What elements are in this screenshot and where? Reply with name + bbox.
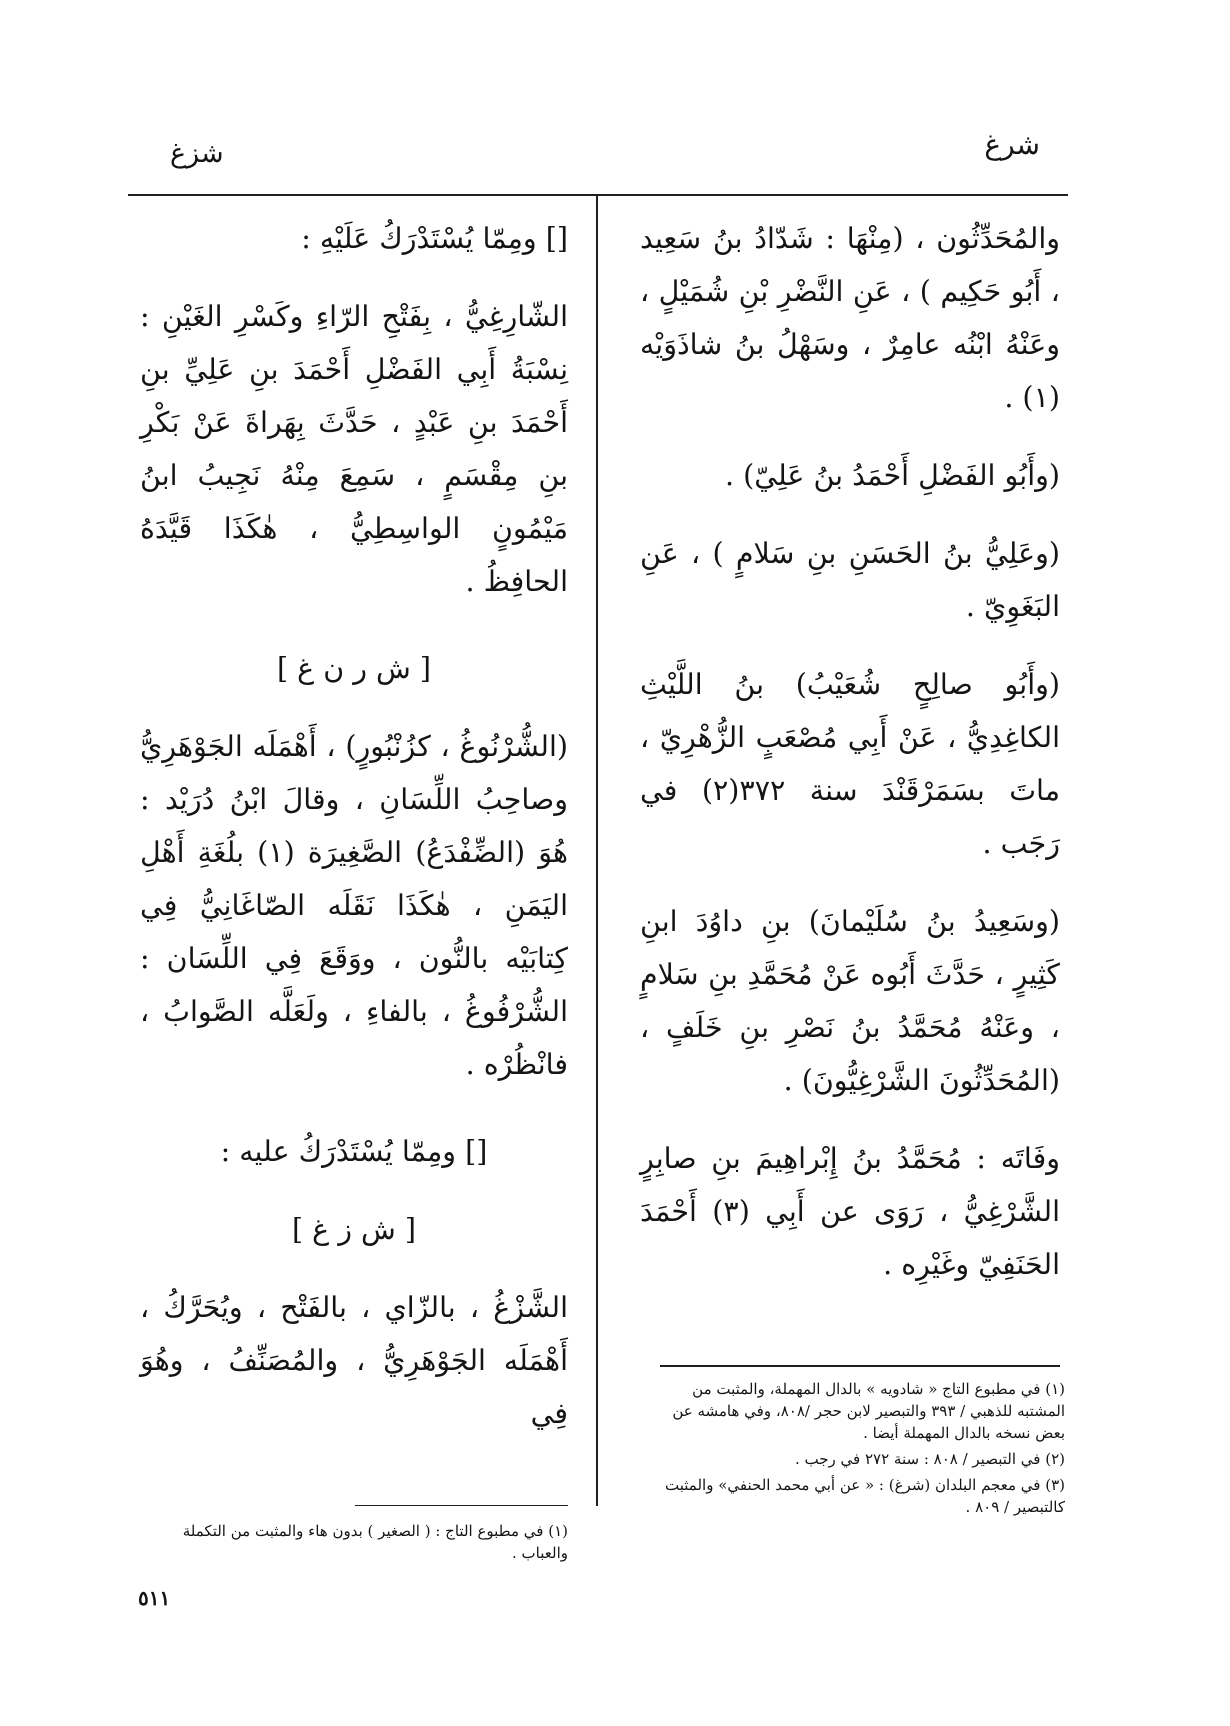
entry-paragraph: (وعَلِيُّ بنُ الحَسَنِ بنِ سَلامٍ ) ، عَنِ البَغَوِيّ . bbox=[640, 537, 1060, 623]
root-heading: [ ش ز غ ] bbox=[291, 1213, 417, 1246]
entry-paragraph: (الشُّرْنُوغُ ، كزُنْبُورٍ) ، أَهْمَلَه الجَوْهَرِيُّ وصاحِبُ اللِّسَانِ ، وقالَ ابْنُ دُرَيْد : هُوَ (الضِّفْدَعُ) الصَّغِيرَة (١) بلُغَةِ أَهْلِ اليَمَنِ ، هٰكَذَا نَقَلَه الصّاغَانِيُّ فِي كِتابَيْه بالنُّون ، ووَقَعَ فِي اللِّسَان : الشُّرْفُوغُ ، بالفاءِ ، ولَعَلَّه الصَّوابُ ، فانْظُرْه . bbox=[140, 730, 568, 1081]
entry-paragraph: الشّارِغِيُّ ، بِفَتْحِ الرّاءِ وكَسْرِ الغَيْنِ : نِسْبَةُ أَبِي الفَضْلِ أَحْمَدَ بنِ عَلِيِّ بنِ أَحْمَدَ بنِ عَبْدٍ ، حَدَّثَ بِهَراةَ عَنْ بَكْرِ بنِ مِقْسَمٍ ، سَمِعَ مِنْهُ نَجِيبُ ابنُ مَيْمُونٍ الواسِطِيُّ ، هٰكَذَا قَيَّدَهُ الحافِظُ . bbox=[140, 300, 568, 598]
right-column bbox=[640, 212, 1060, 1291]
footnote-rule-right bbox=[660, 1365, 1060, 1367]
footnote: (٢) في التبصير / ٨٠٨ : سنة ٢٧٢ في رجب . bbox=[794, 1450, 1065, 1468]
running-head-left: شزغ bbox=[170, 138, 224, 169]
footnote-rule-left bbox=[355, 1505, 568, 1506]
footnote: (٣) في معجم البلدان (شرغ) : « عن أبي محمد الحنفي» والمثبت كالتبصير / ٨٠٩ . bbox=[665, 1476, 1065, 1516]
footnote: (١) في مطبوع التاج « شادويه » بالدال المهملة، والمثبت من المشتبه للذهبي / ٣٩٣ والتبصير لابن حجر /٨٠٨، وفي هامشه عن بعض نسخه بالدال المهملة أيضا . bbox=[672, 1380, 1065, 1442]
entry-paragraph: الشَّزْغُ ، بالزّاي ، بالفَتْح ، ويُحَرَّكُ ، أَهْمَلَه الجَوْهَرِيُّ ، والمُصَنِّفُ ، وهُوَ فِي bbox=[140, 1291, 568, 1430]
column-divider bbox=[596, 196, 598, 1506]
entry-paragraph: وفَاتَه : مُحَمَّدُ بنُ إِبْراهِيمَ بنِ صابِرٍ الشَّرْغِيُّ ، رَوَى عن أَبِي (٣) أَحْمَدَ الحَنَفِيّ وغَيْرِه . bbox=[640, 1142, 1060, 1281]
entry-paragraph: (وأَبُو صالِحٍ شُعَيْبُ) بنُ اللَّيْثِ الكاغِدِيُّ ، عَنْ أَبِي مُصْعَبٍ الزُّهْرِيّ ، ماتَ بسَمَرْقَنْدَ سنة ٣٧٢(٢) في رَجَب . bbox=[640, 668, 1060, 860]
section-heading: [] ومِمّا يُسْتَدْرَكُ عليه : bbox=[220, 1135, 488, 1168]
root-heading: [ ش ر ن غ ] bbox=[276, 652, 432, 685]
left-column bbox=[140, 212, 568, 1440]
running-head-right: شرغ bbox=[984, 128, 1040, 161]
entry-paragraph: (وأَبُو الفَضْلِ أَحْمَدُ بنُ عَلِيّ) . bbox=[724, 459, 1060, 492]
entry-paragraph: والمُحَدِّثُون ، (مِنْهَا : شَدّادُ بنُ سَعِيد ، أَبُو حَكِيم ) ، عَنِ النَّضْرِ بْنِ شُمَيْلٍ ، وعَنْهُ ابْنُه عامِرٌ ، وسَهْلُ بنُ شاذَوَيْه (١) . bbox=[640, 222, 1060, 414]
footnote: (١) في مطبوع التاج : ( الصغير ) بدون هاء والمثبت من التكملة والعباب . bbox=[182, 1522, 568, 1562]
entry-paragraph: (وسَعِيدُ بنُ سُلَيْمانَ) بنِ داوُدَ ابنِ كَثِيرٍ ، حَدَّثَ أَبُوه عَنْ مُحَمَّدِ بنِ سَلامٍ ، وعَنْهُ مُحَمَّدُ بنُ نَصْرِ بنِ خَلَفٍ ، (المُحَدِّثُونَ الشَّرْغِيُّونَ) . bbox=[640, 905, 1060, 1097]
right-footnotes bbox=[640, 1378, 1065, 1522]
left-footnotes bbox=[140, 1520, 568, 1568]
page-number: ٥١١ bbox=[138, 1586, 171, 1610]
section-heading: [] ومِمّا يُسْتَدْرَكُ عَلَيْهِ : bbox=[301, 222, 568, 255]
header-rule bbox=[128, 194, 1068, 196]
